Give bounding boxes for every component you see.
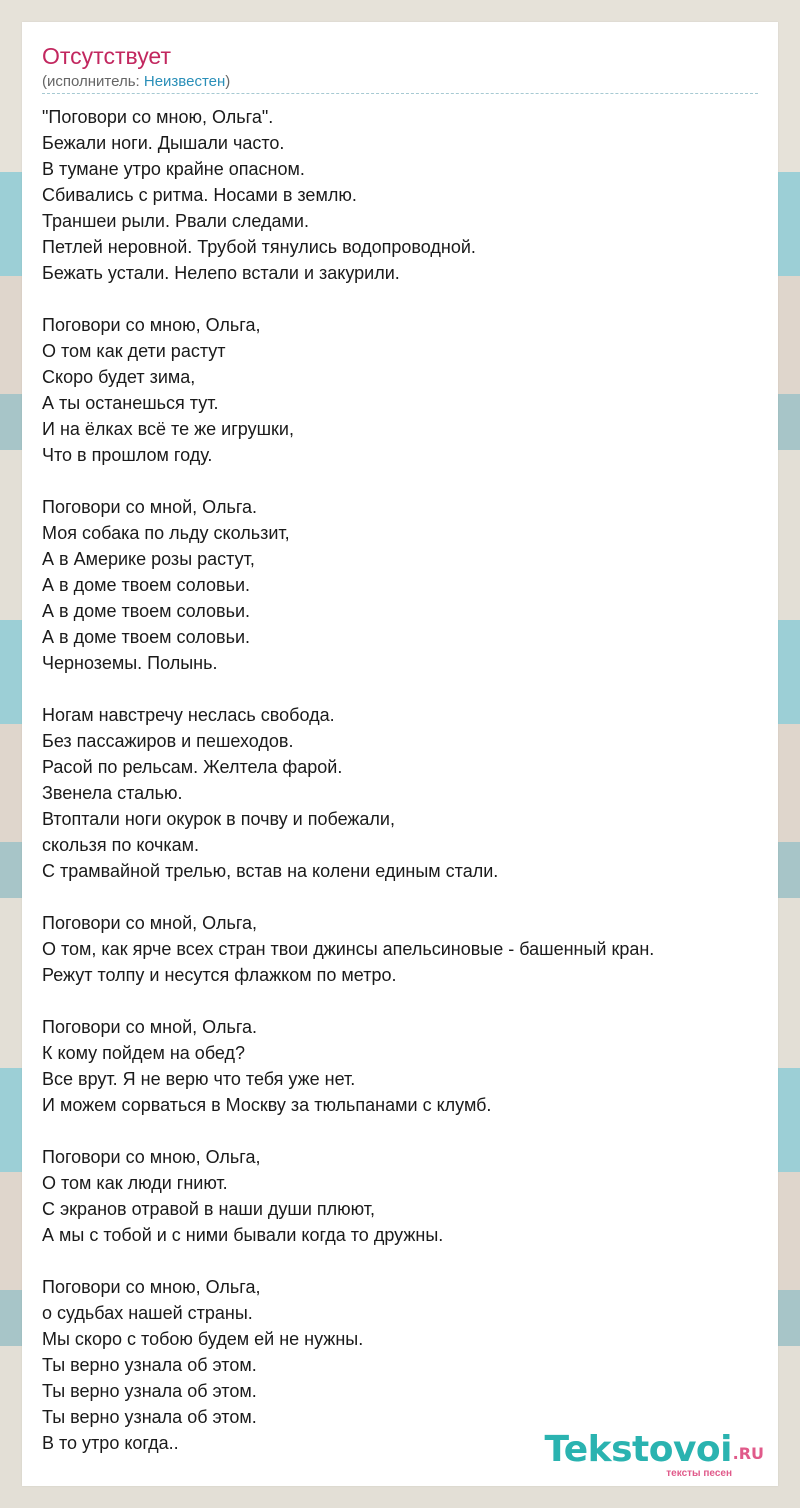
stanza bbox=[42, 1014, 762, 1118]
site-logo[interactable] bbox=[544, 1429, 770, 1482]
lyric-line: Без пассажиров и пешеходов. bbox=[42, 731, 294, 751]
lyric-line: Поговори со мной, Ольга. bbox=[42, 497, 258, 517]
lyric-line: скользя по кочкам. bbox=[42, 835, 200, 855]
lyric-line: А ты останешься тут. bbox=[42, 393, 219, 413]
stanza bbox=[42, 494, 762, 676]
performer-line bbox=[42, 72, 230, 92]
lyric-line: Поговори со мной, Ольга, bbox=[42, 913, 258, 933]
lyric-line: Бежать устали. Нелепо встали и закурили. bbox=[42, 263, 400, 283]
stanza bbox=[42, 702, 762, 884]
logo-wordmark: Tekstovoi bbox=[544, 1429, 732, 1470]
lyric-line: С экранов отравой в наши души плюют, bbox=[42, 1199, 376, 1219]
lyric-line: Что в прошлом году. bbox=[42, 445, 213, 465]
stanza bbox=[42, 312, 762, 468]
lyric-line: Втоптали ноги окурок в почву и побежали, bbox=[42, 809, 395, 829]
performer-suffix: ) bbox=[225, 73, 231, 90]
lyric-line: Сбивались с ритма. Носами в землю. bbox=[42, 185, 357, 205]
performer-prefix: (исполнитель: bbox=[42, 73, 144, 90]
lyric-line: И можем сорваться в Москву за тюльпанами с клумб. bbox=[42, 1095, 492, 1115]
stanza bbox=[42, 104, 762, 286]
lyric-line: Звенела сталью. bbox=[42, 783, 183, 803]
lyric-line: Ногам навстречу неслась свобода. bbox=[42, 705, 335, 725]
performer-link[interactable]: Неизвестен bbox=[143, 73, 226, 90]
lyric-line: Петлей неровной. Трубой тянулись водопроводной. bbox=[42, 237, 476, 257]
lyric-line: И на ёлках всё те же игрушки, bbox=[42, 419, 294, 439]
lyric-line: Моя собака по льду скользит, bbox=[42, 523, 290, 543]
lyric-line: о судьбах нашей страны. bbox=[42, 1303, 253, 1323]
lyric-line: О том как люди гниют. bbox=[42, 1173, 228, 1193]
title-divider bbox=[42, 93, 758, 94]
lyric-line: А в доме твоем соловьи. bbox=[42, 627, 251, 647]
stanza bbox=[42, 910, 762, 988]
lyric-line: Ты верно узнала об этом. bbox=[42, 1407, 257, 1427]
lyric-line: А мы с тобой и с ними бывали когда то дружны. bbox=[42, 1225, 444, 1245]
song-title: Отсутствует bbox=[42, 43, 171, 69]
lyric-line: А в доме твоем соловьи. bbox=[42, 601, 251, 621]
lyric-line: А в Америке розы растут, bbox=[42, 549, 255, 569]
logo-tagline: тексты песен bbox=[666, 1468, 732, 1479]
lyric-line: В тумане утро крайне опасном. bbox=[42, 159, 305, 179]
stanza bbox=[42, 1144, 762, 1248]
lyrics-text bbox=[42, 104, 762, 1482]
lyric-line: "Поговори со мною, Ольга". bbox=[42, 107, 274, 127]
lyric-line: О том, как ярче всех стран твои джинсы апельсиновые - башенный кран. bbox=[42, 939, 655, 959]
lyric-line: Ты верно узнала об этом. bbox=[42, 1381, 257, 1401]
lyric-line: Скоро будет зима, bbox=[42, 367, 196, 387]
lyrics-card bbox=[22, 22, 778, 1486]
lyric-line: Поговори со мной, Ольга. bbox=[42, 1017, 258, 1037]
lyric-line: Бежали ноги. Дышали часто. bbox=[42, 133, 285, 153]
lyric-line: О том как дети растут bbox=[42, 341, 226, 361]
lyric-line: Поговори со мною, Ольга, bbox=[42, 1277, 261, 1297]
lyric-line: Траншеи рыли. Рвали следами. bbox=[42, 211, 309, 231]
lyric-line: Поговори со мною, Ольга, bbox=[42, 315, 261, 335]
lyric-line: Расой по рельсам. Желтела фарой. bbox=[42, 757, 343, 777]
lyric-line: Мы скоро с тобою будем ей не нужны. bbox=[42, 1329, 364, 1349]
lyric-line: С трамвайной трелью, встав на колени единым стали. bbox=[42, 861, 499, 881]
lyric-line: Режут толпу и несутся флажком по метро. bbox=[42, 965, 397, 985]
lyric-line: Все врут. Я не верю что тебя уже нет. bbox=[42, 1069, 356, 1089]
lyric-line: Поговори со мною, Ольга, bbox=[42, 1147, 261, 1167]
lyric-line: Ты верно узнала об этом. bbox=[42, 1355, 257, 1375]
lyric-line: К кому пойдем на обед? bbox=[42, 1043, 246, 1063]
lyric-line: В то утро когда.. bbox=[42, 1433, 179, 1453]
lyric-line: Черноземы. Полынь. bbox=[42, 653, 218, 673]
lyric-line: А в доме твоем соловьи. bbox=[42, 575, 251, 595]
logo-domain: .RU bbox=[732, 1444, 764, 1463]
